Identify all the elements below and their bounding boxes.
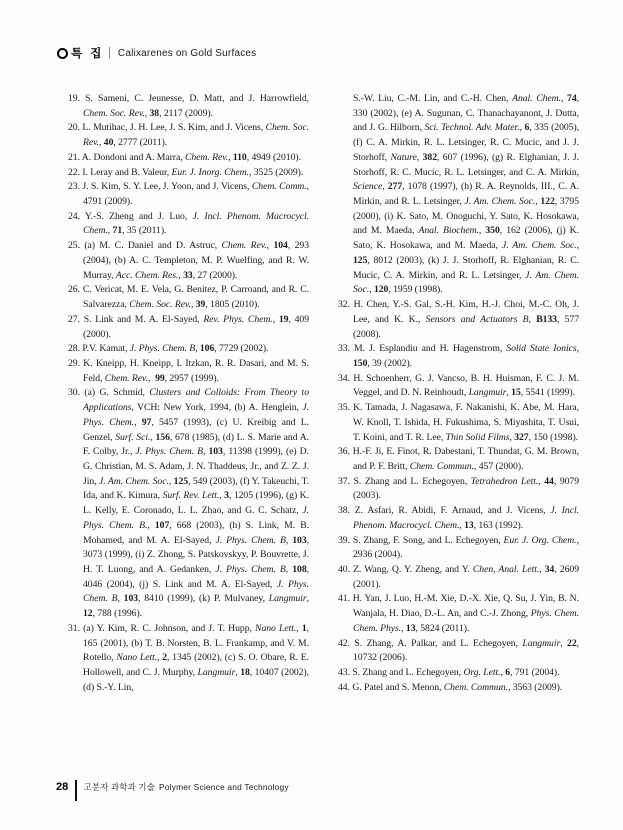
page-header bbox=[57, 45, 256, 61]
reference-item: 30. (a) G. Schmid, Clusters and Colloids: From Theory to Applications, VCH: New York, 1994, (b) A. Henglein, J. Phys. Chem., 97, 5457 (1993), (c) U. Kreibig and L. Genzel, Surf. Sci., 156, 678 (1985), (d) L. S. Marie and A. F. Colby, Jr., J. Phys. Chem. B, 103, 11398 (1999), (e) D. G. Christian, M. S. Adam, J. N. Thaddeus, Jr., and Z. Z. J. Jin, J. Am. Chem. Soc., 125, 549 (2003), (f) Y. Takeuchi, T. Ida, and K. Kimura, Surf. Rev. Lett., 3, 1205 (1996), (g) K. L. Kelly, E. Coronado, L. L. Zhao, and G. C. Schatz, J. Phys. Chem. B., 107, 668 (2003), (h) S. Link, M. B. Mohamed, and M. A. El-Sayed, J. Phys. Chem. B, 103, 3073 (1999), (i) Z. Zhong, S. Patskovskyy, P. Bouvrette, J. H. T. Luong, and A. Gedanken, J. Phys. Chem. B, 108, 4046 (2004), (j) S. Link and M. A. El-Sayed, J. Phys. Chem. B, 103, 8410 (1999), (k) P. Mulvaney, Langmuir, 12, 788 (1996). bbox=[68, 387, 310, 620]
reference-item: 23. J. S. Kim, S. Y. Lee, J. Yoon, and J. Vicens, Chem. Comm., 4791 (2009). bbox=[68, 181, 309, 208]
reference-item: S.-W. Liu, C.-M. Lin, and C.-H. Chen, Anal. Chem., 74, 330 (2002), (e) A. Sugunan, C. Thanachayanont, J. Dutta, and J. G. Hilborn, Sci. Technol. Adv. Mater., 6, 335 (2005), (f) C. A. Mirkin, R. L. Letsinger, R. C. Mucic, and J. J. Storhoff, Nature, 382, 607 (1996), (g) R. Elghanian, J. J. Storhoff, R. C. Mucic, R. L. Letsinger, and C. A. Mirkin, Science, 277, 1078 (1997), (h) R. A. Reynolds, III., C. A. Mirkin, and R. L. Letsinger, J. Am. Chem. Soc., 122, 3795 (2000), (i) K. Sato, M. Onoguchi, Y. Sato, K. Hosokawa, and M. Maeda, Anal. Biochem., 350, 162 (2006), (j) K. Sato, K. Hosokawa, and M. Maeda, J. Am. Chem. Soc., 125, 8012 (2003), (k) J. J. Storhoff, R. Elghanian, R. C. Mucic, C. A. Mirkin, and R. L. Letsinger, J. Am. Chem. Soc., 120, 1959 (1998). bbox=[353, 93, 580, 296]
page-number: 28 bbox=[56, 781, 69, 793]
reference-item: 31. (a) Y. Kim, R. C. Johnson, and J. T. Hupp, Nano Lett., 1, 165 (2001), (b) T. B. Norsten, B. L. Frankamp, and V. M. Rotello, Nano Lett., 2, 1345 (2002), (c) S. O. Obare, R. E. Hollowell, and C. J. Murphy, Langmuir, 18, 10407 (2002), (d) S.-Y. Lin, bbox=[68, 622, 309, 693]
references-section bbox=[68, 92, 579, 695]
journal-name-korean: 고분자 과학과 기술 bbox=[83, 782, 156, 792]
ring-icon bbox=[57, 48, 68, 59]
reference-item: 24. Y.-S. Zheng and J. Luo, J. Incl. Phenom. Macrocycl. Chem., 71, 35 (2011). bbox=[68, 210, 309, 237]
reference-item: 37. S. Zhang and L. Echegoyen, Tetrahedron Lett., 44, 9079 (2003). bbox=[338, 475, 580, 502]
reference-item: 33. M. J. Esplandiu and H. Hagenstrom, Solid State Ionics, 150, 39 (2002). bbox=[338, 343, 580, 369]
reference-item: 34. H. Schoenherr, G. J. Vancso, B. H. Huisman, F. C. J. M. Veggel, and D. N. Reinhoudt, Langmuir, 15, 5541 (1999). bbox=[338, 372, 579, 399]
reference-item: 28. P.V. Kamat, J. Phys. Chem. B, 106, 7729 (2002). bbox=[68, 343, 269, 355]
reference-item: 44. G. Patel and S. Menon, Chem. Commun., 3563 (2009). bbox=[338, 681, 563, 693]
reference-item: 22. I. Leray and B. Valeur, Eur. J. Inorg. Chem., 3525 (2009). bbox=[68, 166, 304, 178]
references-left-column bbox=[68, 92, 309, 695]
reference-item: 29. K. Kneipp, H. Kneipp, I. Itzkan, R. R. Dasari, and M. S. Feld, Chem. Rev., 99, 2957 (1999). bbox=[68, 357, 309, 384]
header-divider: | bbox=[108, 47, 111, 59]
reference-item: 25. (a) M. C. Daniel and D. Astruc, Chem. Rev., 104, 293 (2004), (b) A. C. Templeton, M. P. Wuelfing, and R. W. Murray, Acc. Chem. Res., 33, 27 (2000). bbox=[68, 240, 309, 281]
reference-item: 42. S. Zhang, A. Palkar, and L. Echegoyen, Langmuir, 22, 10732 (2006). bbox=[338, 637, 579, 664]
section-label: 특 집 bbox=[71, 48, 104, 60]
reference-item: 43. S. Zhang and L. Echegoyen, Org. Lett., 6, 791 (2004). bbox=[338, 667, 560, 679]
reference-item: 19. S. Sameni, C. Jeunesse, D. Matt, and J. Harrowfield, Chem. Soc. Rev., 38, 2117 (2009). bbox=[68, 93, 309, 119]
reference-item: 41. H. Yan, J. Luo, H.-M. Xie, D.-X. Xie, Q. Su, J. Yin, B. N. Wanjala, H. Diao, D.-L. An, and C.-J. Zhong, Phys. Chem. Chem. Phys., 13, 5824 (2011). bbox=[338, 593, 579, 634]
reference-item: 38. Z. Asfari, R. Abidi, F. Arnaud, and J. Vicens, J. Incl. Phenom. Macrocycl. Chem., 13, 163 (1992). bbox=[338, 505, 579, 531]
footer-divider-bar bbox=[75, 780, 76, 801]
page-footer bbox=[56, 781, 289, 801]
reference-item: 20. L. Mutihac, J. H. Lee, J. S. Kim, and J. Vicens, Chem. Soc. Rev., 40, 2777 (2011). bbox=[68, 122, 309, 149]
reference-item: 21. A. Dondoni and A. Marra, Chem. Rev., 110, 4949 (2010). bbox=[68, 151, 301, 163]
reference-item: 32. H. Chen, Y.-S. Gal, S.-H. Kim, H.-J. Choi, M.-C. Oh, J. Lee, and K. K., Sensors and Actuators B, B133, 577 (2008). bbox=[338, 299, 580, 340]
reference-item: 39. S. Zhang, F. Song, and L. Echegoyen, Eur. J. Org. Chem., 2936 (2004). bbox=[338, 534, 579, 561]
journal-name-english: Polymer Science and Technology bbox=[159, 782, 289, 792]
reference-item: 27. S. Link and M. A. El-Sayed, Rev. Phys. Chem., 19, 409 (2000). bbox=[68, 313, 309, 340]
article-title: Calixarenes on Gold Surfaces bbox=[117, 47, 257, 59]
journal-name bbox=[84, 781, 289, 793]
reference-item: 40. Z. Wang, Q. Y. Zheng, and Y. Chen, Anal. Lett., 34, 2609 (2001). bbox=[338, 564, 580, 590]
references-right-column bbox=[338, 92, 579, 695]
reference-item: 36. H.-F. Ji, E. Finot, R. Dabestani, T. Thundat, G. M. Brown, and P. F. Britt, Chem. Commun., 457 (2000). bbox=[338, 446, 579, 472]
reference-item: 35. K. Tamada, J. Nagasawa, F. Nakanishi, K. Abe, M. Hara, W. Knoll, T. Ishida, H. Fukushima, S. Miyashita, T. Usui, T. Koini, and T. R. Lee, Thin Solid Films, 327, 150 (1998). bbox=[338, 402, 579, 443]
reference-item: 26. C. Vericat, M. E. Vela, G. Benitez, P. Carroand, and R. C. Salvarezza, Chem. Soc. Rev., 39, 1805 (2010). bbox=[68, 284, 309, 311]
